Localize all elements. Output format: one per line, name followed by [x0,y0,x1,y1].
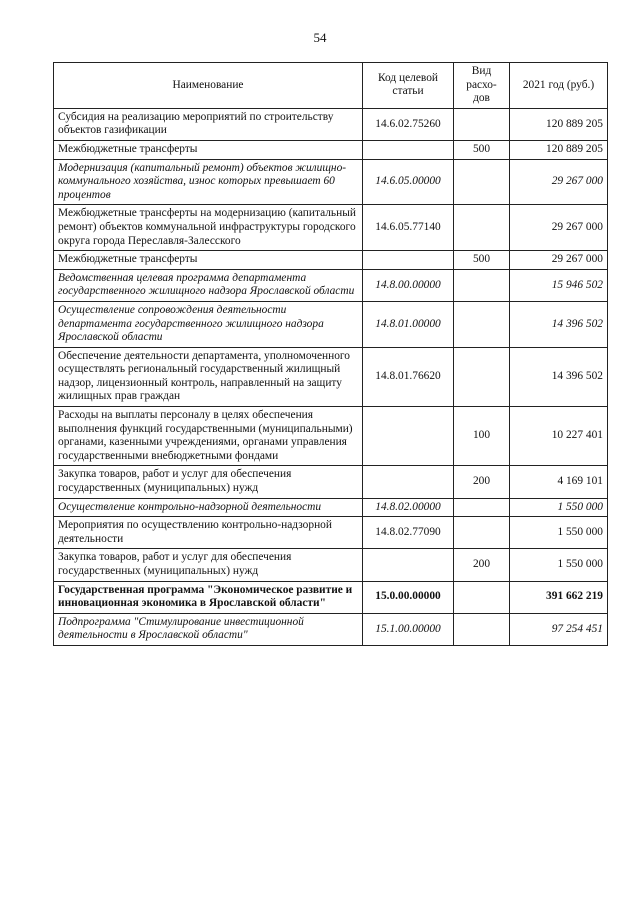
table-row [54,517,608,549]
row-amount: 97 254 451 [510,613,608,645]
row-kind [454,517,510,549]
row-name: Субсидия на реализацию мероприятий по строительству объектов газификации [54,108,363,140]
row-code: 14.6.05.77140 [363,205,454,251]
row-kind [454,159,510,205]
table-header-row [54,63,608,109]
row-name: Осуществление контрольно-надзорной деятельности [54,498,363,517]
row-amount: 120 889 205 [510,140,608,159]
row-kind [454,301,510,347]
row-code: 14.8.02.77090 [363,517,454,549]
row-name: Закупка товаров, работ и услуг для обеспечения государственных (муниципальных) нужд [54,466,363,498]
row-code: 14.8.01.00000 [363,301,454,347]
row-kind [454,613,510,645]
header-kind: Вид расхо-дов [454,63,510,109]
row-kind [454,108,510,140]
row-name: Закупка товаров, работ и услуг для обеспечения государственных (муниципальных) нужд [54,549,363,581]
row-code [363,466,454,498]
row-amount: 1 550 000 [510,498,608,517]
row-kind [454,205,510,251]
row-name: Обеспечение деятельности департамента, уполномоченного осуществлять региональный государственный жилищный надзор, лицензионный контроль, направленный на защиту жилищных прав граждан [54,347,363,406]
row-code [363,140,454,159]
row-code [363,251,454,270]
row-code: 15.0.00.00000 [363,581,454,613]
row-code: 15.1.00.00000 [363,613,454,645]
row-name: Мероприятия по осуществлению контрольно-надзорной деятельности [54,517,363,549]
row-kind: 500 [454,251,510,270]
row-amount: 10 227 401 [510,407,608,466]
row-code [363,549,454,581]
row-kind: 500 [454,140,510,159]
row-code [363,407,454,466]
row-name: Ведомственная целевая программа департамента государственного жилищного надзора Ярославской области [54,269,363,301]
table-row [54,108,608,140]
row-name: Модернизация (капитальный ремонт) объектов жилищно-коммунального хозяйства, износ которых превышает 60 процентов [54,159,363,205]
table-row [54,301,608,347]
budget-table [53,62,608,646]
row-code: 14.6.02.75260 [363,108,454,140]
table-row [54,613,608,645]
row-code: 14.8.02.00000 [363,498,454,517]
row-kind [454,347,510,406]
table-body [54,108,608,645]
table-row [54,205,608,251]
row-amount: 14 396 502 [510,301,608,347]
row-code: 14.8.00.00000 [363,269,454,301]
header-name: Наименование [54,63,363,109]
row-kind [454,498,510,517]
page-number: 54 [313,30,327,45]
table-row [54,269,608,301]
header-amount: 2021 год (руб.) [510,63,608,109]
row-amount: 29 267 000 [510,251,608,270]
row-amount: 29 267 000 [510,159,608,205]
row-name: Межбюджетные трансферты на модернизацию (капитальный ремонт) объектов коммунальной инфраструктуры городского округа города Переславля-Залесского [54,205,363,251]
row-kind: 200 [454,549,510,581]
row-amount: 1 550 000 [510,549,608,581]
row-amount: 15 946 502 [510,269,608,301]
table-row [54,407,608,466]
row-kind [454,581,510,613]
row-amount: 120 889 205 [510,108,608,140]
row-amount: 29 267 000 [510,205,608,251]
row-amount: 391 662 219 [510,581,608,613]
table-row [54,466,608,498]
row-name: Межбюджетные трансферты [54,251,363,270]
header-code: Код целевой статьи [363,63,454,109]
row-name: Осуществление сопровождения деятельности департамента государственного жилищного надзора Ярославской области [54,301,363,347]
row-name: Расходы на выплаты персоналу в целях обеспечения выполнения функций государственными (муниципальными) органами, казенными учреждениями, органами управления государственными внебюджетными фондами [54,407,363,466]
row-kind: 200 [454,466,510,498]
row-code: 14.8.01.76620 [363,347,454,406]
table-row [54,251,608,270]
row-amount: 1 550 000 [510,517,608,549]
table-row [54,159,608,205]
table-row [54,549,608,581]
row-name: Государственная программа "Экономическое развитие и инновационная экономика в Ярославской области" [54,581,363,613]
table-row [54,140,608,159]
row-kind: 100 [454,407,510,466]
row-amount: 4 169 101 [510,466,608,498]
row-kind [454,269,510,301]
row-code: 14.6.05.00000 [363,159,454,205]
row-name: Межбюджетные трансферты [54,140,363,159]
table-row [54,347,608,406]
table-row [54,498,608,517]
row-name: Подпрограмма "Стимулирование инвестиционной деятельности в Ярославской области" [54,613,363,645]
row-amount: 14 396 502 [510,347,608,406]
table-row [54,581,608,613]
